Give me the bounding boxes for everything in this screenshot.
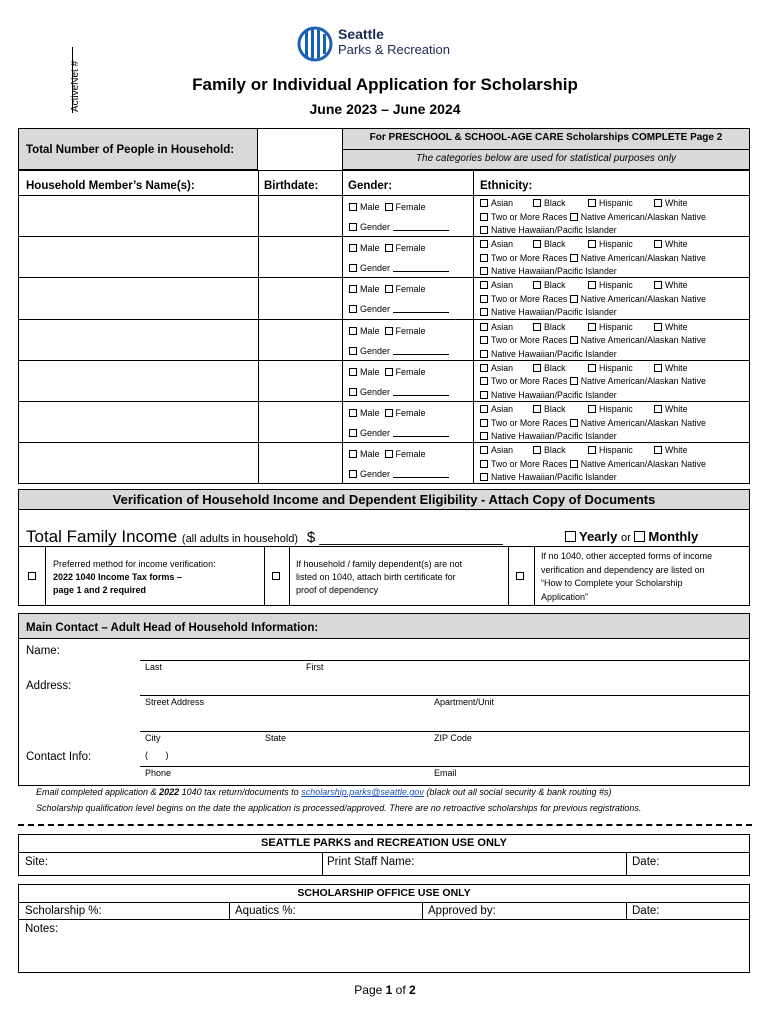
two-or-more-label: Two or More Races [491,335,568,346]
two-or-more-checkbox[interactable] [480,460,488,468]
total-income-title: Total Family Income [26,527,178,546]
member-birthdate-field[interactable] [259,361,341,400]
male-checkbox[interactable] [349,450,357,458]
female-checkbox[interactable] [385,409,393,417]
office-use-header: SCHOLARSHIP OFFICE USE ONLY [297,887,471,899]
print-staff-label: Print Staff Name: [327,856,415,868]
native-american-checkbox[interactable] [570,460,578,468]
phone-caption: Phone [145,768,172,778]
native-hawaiian-label: Native Hawaiian/Pacific Islander [491,348,617,359]
gender-other-option [349,346,449,356]
native-american-checkbox[interactable] [570,213,578,221]
asian-label: Asian [491,445,514,456]
gender-other-field[interactable] [393,387,449,396]
male-label: Male [360,284,380,295]
black-label: Black [544,404,566,414]
gender-other-label: Gender [360,428,391,438]
white-label: White [665,321,688,332]
member-birthdate-field[interactable] [259,443,341,482]
black-checkbox[interactable] [533,240,541,248]
native-american-label: Native American/Alaskan Native [580,335,706,346]
address-label: Address: [26,680,72,692]
aquatics-pct-label: Aquatics %: [235,905,296,917]
hispanic-checkbox[interactable] [588,446,596,454]
hispanic-checkbox[interactable] [588,199,596,207]
native-hawaiian-checkbox[interactable] [480,267,488,275]
ethnicity-options [480,362,706,403]
email-caption: Email [434,768,457,778]
hispanic-label: Hispanic [599,362,633,373]
male-label: Male [360,449,380,460]
staff-use-header: SEATTLE PARKS and RECREATION USE ONLY [261,837,507,849]
statistical-note: The categories below are used for statistical purposes only [415,153,677,164]
white-label: White [665,445,688,456]
zip-caption: ZIP Code [434,733,472,743]
opt3-line3: “How to Complete your Scholarship [541,578,683,588]
income-option-birth-cert-checkbox[interactable] [272,572,280,580]
email-prefix: Email completed application & [36,787,160,797]
scholarship-pct-label: Scholarship %: [25,905,102,917]
black-checkbox[interactable] [533,446,541,454]
male-label: Male [360,408,380,418]
female-checkbox[interactable] [385,285,393,293]
female-checkbox[interactable] [385,327,393,335]
opt2-line1: If household / family dependent(s) are not [296,559,463,569]
asian-label: Asian [491,239,514,250]
black-checkbox[interactable] [533,323,541,331]
asian-label: Asian [491,280,514,291]
gender-other-option [349,263,449,273]
ethnicity-options [480,444,706,485]
gender-other-checkbox[interactable] [349,388,357,396]
native-american-label: Native American/Alaskan Native [580,211,706,222]
contact-info-label: Contact Info: [26,751,92,763]
gender-header: Gender: [348,180,393,192]
member-name-field[interactable] [19,402,257,441]
native-hawaiian-checkbox[interactable] [480,350,488,358]
apartment-caption: Apartment/Unit [434,697,495,707]
income-option-other-checkbox[interactable] [516,572,524,580]
two-or-more-checkbox[interactable] [480,336,488,344]
asian-checkbox[interactable] [480,323,488,331]
gender-other-option [349,387,449,397]
site-label: Site: [25,856,49,868]
contact-header: Main Contact – Adult Head of Household Information: [26,622,319,634]
asian-label: Asian [491,321,514,332]
hispanic-label: Hispanic [599,239,633,250]
street-address-field[interactable] [140,677,748,695]
opt3-line4: Application” [541,591,589,602]
income-option-birth-cert [296,558,462,597]
female-checkbox[interactable] [385,368,393,376]
member-name-field[interactable] [19,196,257,235]
gender-other-option [349,469,449,479]
office-date-label: Date: [632,905,660,917]
notes-label: Notes: [25,923,59,935]
gender-other-option [349,304,449,314]
member-name-field[interactable] [19,278,257,317]
opt3-line1: If no 1040, other accepted forms of income [541,551,713,561]
female-label: Female [395,202,426,212]
yearly-label: Yearly [579,529,618,544]
gender-options [349,408,426,418]
two-or-more-checkbox[interactable] [480,295,488,303]
opt1-line1: Preferred method for income verification: [53,559,216,569]
male-checkbox[interactable] [349,409,357,417]
female-label: Female [395,243,426,254]
gender-other-option [349,222,449,232]
yearly-checkbox[interactable] [565,531,576,542]
first-name-caption: First [306,662,324,672]
native-american-label: Native American/Alaskan Native [580,293,706,304]
page-total: 2 [409,983,416,997]
native-american-label: Native American/Alaskan Native [580,252,706,263]
hispanic-label: Hispanic [599,321,633,332]
gender-other-checkbox[interactable] [349,305,357,313]
ethnicity-options [480,279,706,320]
income-option-1040 [53,558,216,597]
city-state-zip-field[interactable] [140,713,748,731]
black-label: Black [544,239,566,250]
female-label: Female [395,284,426,295]
total-people-label: Total Number of People in Household: [26,144,235,156]
approved-by-label: Approved by: [428,905,496,917]
two-or-more-checkbox[interactable] [480,254,488,262]
hispanic-label: Hispanic [599,198,633,208]
asian-checkbox[interactable] [480,281,488,289]
name-field[interactable] [140,642,748,660]
native-hawaiian-checkbox[interactable] [480,432,488,440]
gender-options [349,202,426,212]
gender-other-label: Gender [360,222,391,232]
gender-other-label: Gender [360,263,391,274]
native-american-checkbox[interactable] [570,295,578,303]
female-label: Female [395,449,426,460]
gender-other-checkbox[interactable] [349,470,357,478]
male-checkbox[interactable] [349,244,357,252]
member-birthdate-field[interactable] [259,402,341,441]
native-hawaiian-checkbox[interactable] [480,308,488,316]
gender-other-label: Gender [360,304,391,315]
white-label: White [665,198,688,208]
gender-other-checkbox[interactable] [349,347,357,355]
asian-checkbox[interactable] [480,199,488,207]
black-checkbox[interactable] [533,364,541,372]
white-checkbox[interactable] [654,323,662,331]
white-checkbox[interactable] [654,281,662,289]
seattle-logo-icon [296,24,334,64]
ethnicity-options [480,238,706,279]
income-option-1040-checkbox[interactable] [28,572,36,580]
opt3-line2: verification and dependency are listed on [541,564,705,575]
gender-options [349,326,426,336]
male-checkbox[interactable] [349,368,357,376]
hispanic-label: Hispanic [599,280,633,291]
native-american-checkbox[interactable] [570,377,578,385]
female-label: Female [395,408,426,418]
black-label: Black [544,445,566,456]
email-instructions [36,787,611,797]
female-checkbox[interactable] [385,450,393,458]
total-family-income-label [26,527,503,547]
native-hawaiian-label: Native Hawaiian/Pacific Islander [491,389,617,400]
native-american-label: Native American/Alaskan Native [580,376,706,387]
page-prefix: Page [354,983,386,997]
gender-other-field[interactable] [393,222,449,231]
gender-other-field[interactable] [393,428,449,437]
white-label: White [665,404,688,414]
hispanic-checkbox[interactable] [588,364,596,372]
two-or-more-label: Two or More Races [491,417,568,428]
asian-checkbox[interactable] [480,405,488,413]
white-label: White [665,280,688,291]
total-income-note: (all adults in household) [181,533,299,545]
state-caption: State [265,733,287,743]
male-label: Male [360,202,380,212]
white-label: White [665,239,688,250]
member-name-header: Household Member’s Name(s): [26,180,195,192]
male-label: Male [360,366,380,377]
opt1-line3: page 1 and 2 required [53,585,147,595]
phone-area-code[interactable]: ( ) [145,750,169,760]
native-hawaiian-checkbox[interactable] [480,226,488,234]
opt2-line2: listed on 1040, attach birth certificate for [296,572,456,582]
asian-checkbox[interactable] [480,364,488,372]
black-checkbox[interactable] [533,281,541,289]
native-hawaiian-checkbox[interactable] [480,391,488,399]
hispanic-label: Hispanic [599,404,633,414]
scholarship-email-link[interactable]: scholarship.parks@seattle.gov [301,787,424,797]
income-option-other [541,550,712,604]
asian-label: Asian [491,362,514,373]
birthdate-header: Birthdate: [264,180,319,192]
gender-other-option [349,428,449,438]
asian-checkbox[interactable] [480,240,488,248]
member-name-field[interactable] [19,443,257,482]
ethnicity-options [480,321,706,362]
gender-other-field[interactable] [393,263,449,272]
monthly-label: Monthly [648,529,699,544]
two-or-more-checkbox[interactable] [480,213,488,221]
male-label: Male [360,243,380,254]
native-american-checkbox[interactable] [570,419,578,427]
page-title: Family or Individual Application for Scholarship [192,75,578,94]
gender-other-label: Gender [360,386,391,397]
preschool-note: For PRESCHOOL & SCHOOL-AGE CARE Scholarships COMPLETE Page 2 [369,132,723,143]
page-of: of [392,983,410,997]
opt1-line2: 2022 1040 Income Tax forms – [53,572,182,582]
email-suffix: (black out all social security & bank routing #s) [423,787,612,797]
page-subtitle: June 2023 – June 2024 [309,101,461,117]
native-american-checkbox[interactable] [570,254,578,262]
member-birthdate-field[interactable] [259,278,341,317]
ethnicity-options [480,403,706,444]
last-name-caption: Last [145,662,163,672]
city-caption: City [145,733,161,743]
native-hawaiian-label: Native Hawaiian/Pacific Islander [491,307,617,318]
asian-checkbox[interactable] [480,446,488,454]
native-hawaiian-label: Native Hawaiian/Pacific Islander [491,266,617,277]
native-american-label: Native American/Alaskan Native [580,458,706,469]
logo-line-1: Seattle [338,26,384,42]
gender-options [349,367,426,377]
gender-other-label: Gender [360,345,391,356]
seattle-parks-logo [296,24,466,64]
hispanic-checkbox[interactable] [588,405,596,413]
asian-label: Asian [491,198,514,208]
two-or-more-label: Two or More Races [491,252,568,263]
hispanic-checkbox[interactable] [588,281,596,289]
name-label: Name: [26,645,60,657]
white-checkbox[interactable] [654,240,662,248]
opt2-line3: proof of dependency [296,585,379,595]
two-or-more-label: Two or More Races [491,458,568,469]
female-checkbox[interactable] [385,244,393,252]
hispanic-label: Hispanic [599,445,633,456]
activenet-label: ActiveNet # [70,60,81,112]
gender-other-checkbox[interactable] [349,264,357,272]
income-period [565,529,698,544]
two-or-more-label: Two or More Races [491,211,568,222]
white-checkbox[interactable] [654,405,662,413]
white-checkbox[interactable] [654,446,662,454]
gender-other-field[interactable] [393,304,449,313]
email-year: 2022 [159,787,180,797]
white-label: White [665,362,688,373]
male-checkbox[interactable] [349,203,357,211]
member-name-field[interactable] [19,237,257,276]
native-hawaiian-label: Native Hawaiian/Pacific Islander [491,225,617,235]
black-label: Black [544,198,566,208]
black-checkbox[interactable] [533,199,541,207]
two-or-more-checkbox[interactable] [480,377,488,385]
native-hawaiian-label: Native Hawaiian/Pacific Islander [491,472,617,483]
ethnicity-header: Ethnicity: [480,180,533,192]
member-birthdate-field[interactable] [259,237,341,276]
email-mid: 1040 tax return/documents to [179,787,302,797]
gender-other-checkbox[interactable] [349,429,357,437]
native-hawaiian-label: Native Hawaiian/Pacific Islander [491,431,617,441]
page-number [0,983,770,997]
native-american-checkbox[interactable] [570,336,578,344]
member-name-field[interactable] [19,320,257,359]
monthly-checkbox[interactable] [634,531,645,542]
male-label: Male [360,325,380,336]
native-hawaiian-checkbox[interactable] [480,473,488,481]
two-or-more-label: Two or More Races [491,376,568,387]
gender-options [349,243,426,253]
member-birthdate-field[interactable] [259,320,341,359]
ethnicity-options [480,197,706,238]
street-address-caption: Street Address [145,697,205,707]
asian-label: Asian [491,404,514,414]
or-label: or [620,532,631,544]
logo-line-2: Parks & Recreation [338,42,450,57]
two-or-more-checkbox[interactable] [480,419,488,427]
black-label: Black [544,321,566,332]
two-or-more-label: Two or More Races [491,293,568,304]
female-label: Female [395,366,426,377]
hispanic-checkbox[interactable] [588,323,596,331]
native-american-label: Native American/Alaskan Native [580,417,706,428]
female-checkbox[interactable] [385,203,393,211]
qualification-note: Scholarship qualification level begins on the date the application is processed/approved. There are no retroactive scholarships for previous registrations. [36,803,642,813]
male-checkbox[interactable] [349,327,357,335]
white-checkbox[interactable] [654,364,662,372]
gender-other-field[interactable] [393,346,449,355]
member-birthdate-field[interactable] [259,196,341,235]
member-name-field[interactable] [19,361,257,400]
page-num: 1 [385,983,393,997]
gender-other-label: Gender [360,469,391,480]
cut-line [18,824,752,826]
total-income-field[interactable]: $ ______________________ [306,529,503,546]
black-label: Black [544,362,566,373]
female-label: Female [395,325,426,336]
black-checkbox[interactable] [533,405,541,413]
gender-options [349,284,426,294]
hispanic-checkbox[interactable] [588,240,596,248]
black-label: Black [544,280,566,291]
gender-options [349,449,426,459]
staff-date-label: Date: [632,856,660,868]
white-checkbox[interactable] [654,199,662,207]
total-people-field[interactable] [258,129,342,169]
male-checkbox[interactable] [349,285,357,293]
income-header: Verification of Household Income and Dependent Eligibility - Attach Copy of Documents [112,492,656,507]
gender-other-field[interactable] [393,469,449,478]
gender-other-checkbox[interactable] [349,223,357,231]
